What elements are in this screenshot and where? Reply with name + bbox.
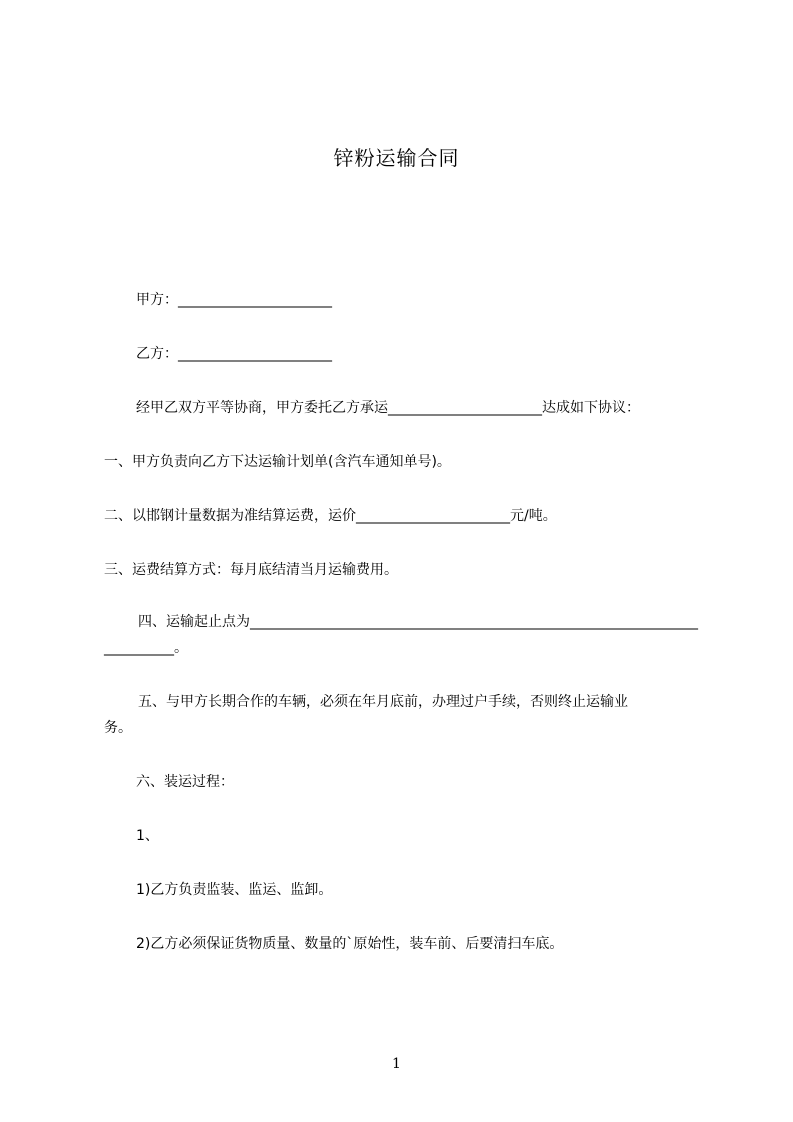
clause-4-line-1: 四、运输起止点为________________________________________________________________ <box>138 614 698 630</box>
page-number: 1 <box>392 1056 401 1072</box>
clause-5-line-2: 务。 <box>104 720 132 736</box>
clause-1: 一、甲方负责向乙方下达运输计划单(含汽车通知单号)。 <box>104 454 451 470</box>
party-b-line: 乙方：______________________ <box>136 346 332 362</box>
clause-4-line-2: __________。 <box>104 640 188 656</box>
party-a-line: 甲方：______________________ <box>136 292 332 308</box>
sub-item-1: 1)乙方负责监装、监运、监卸。 <box>136 882 333 898</box>
clause-3: 三、运费结算方式：每月底结清当月运输费用。 <box>104 562 398 578</box>
clause-6: 六、装运过程： <box>136 774 234 790</box>
sub-item-2: 2)乙方必须保证货物质量、数量的`原始性，装车前、后要清扫车底。 <box>136 936 564 952</box>
item-1: 1、 <box>136 828 159 844</box>
clause-5-line-1: 五、与甲方长期合作的车辆，必须在年月底前，办理过户手续，否则终止运输业 <box>138 694 628 710</box>
document-title: 锌粉运输合同 <box>333 146 460 170</box>
clause-2: 二、以邯钢计量数据为准结算运费，运价______________________元/吨。 <box>104 508 557 524</box>
intro-paragraph: 经甲乙双方平等协商，甲方委托乙方承运______________________达成如下协议： <box>136 400 640 416</box>
